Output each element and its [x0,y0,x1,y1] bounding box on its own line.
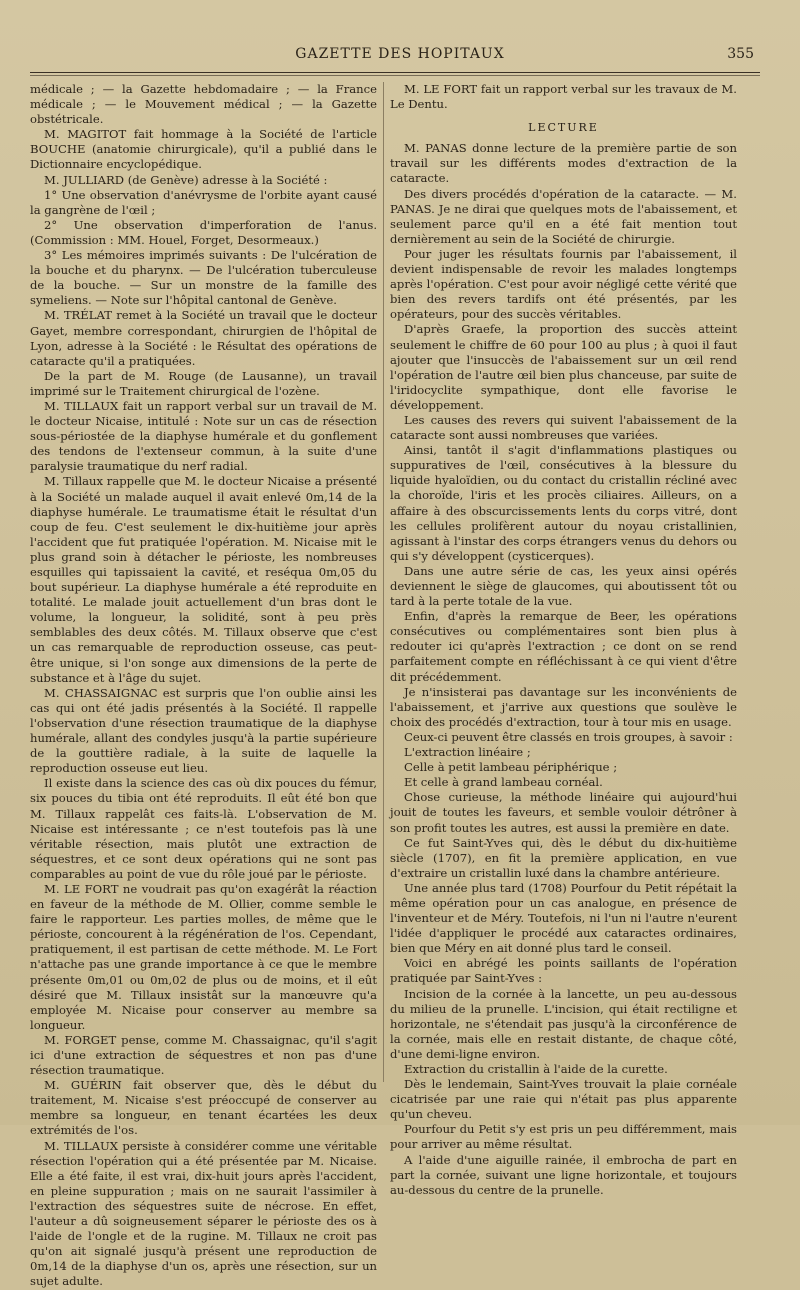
paragraph: A l'aide d'une aiguille rainée, il embrocha de part en part la cornée, suivant une ligne horizontale, et toujours au-dessous du centre de la prunelle. [390,1152,737,1197]
left-column [30,82,377,1290]
paragraph: M. TILLAUX fait un rapport verbal sur un travail de M. le docteur Nicaise, intitulé : Note sur un cas de résection sous-périostée de la diaphyse humérale et du gonflement des tendons de l'extenseur commun, à la suite d'une paralysie traumatique du nerf radial. [30,398,377,474]
paragraph: M. CHASSAIGNAC est surpris que l'on oublie ainsi les cas qui ont été jadis présentés à la Société. Il rappelle l'observation d'une résection traumatique de la diaphyse humérale, allant des condyles jusqu'à la partie supérieure de la gouttière radiale, à la suite de laquelle la reproduction osseuse eut lieu. [30,685,377,776]
paragraph: Enfin, d'après la remarque de Beer, les opérations consécutives ou complémentaires sont bien plus à redouter ici qu'après l'extraction ; ce dont on se rend parfaitement compte en réfléchissant à ce qui vient d'être dit précédemment. [390,609,737,684]
page-number: 355 [727,46,754,62]
page-header [40,38,760,72]
paragraph: M. TRÉLAT remet à la Société un travail que le docteur Gayet, membre correspondant, chirurgien de l'hôpital de Lyon, adresse à la Société : le Résultat des opérations de cataracte qu'il a pratiquées. [30,308,377,368]
paragraph: Extraction du cristallin à l'aide de la curette. [404,1062,668,1076]
paragraph: Pourfour du Petit s'y est pris un peu différemment, mais pour arriver au même résultat. [390,1122,737,1152]
paragraph: Une année plus tard (1708) Pourfour du Petit répétait la même opération pour un cas analogue, en présence de l'inventeur et de Méry. Toutefois, ni l'un ni l'autre n'eurent l'idée d'appliquer le procédé aux cataractes ordinaires, bien que Méry en ait donné plus tard le conseil. [390,880,737,956]
list-item: Et celle à grand lambeau cornéal. [404,775,603,790]
paragraph: Ce fut Saint-Yves qui, dès le début du dix-huitième siècle (1707), en fit la première application, en vue d'extraire un cristallin luxé dans la chambre antérieure. [390,835,737,880]
paragraph: 3° Les mémoires imprimés suivants : De l'ulcération de la bouche et du pharynx. — De l'ulcération tuberculeuse de la bouche. — Sur un monstre de la famille des symeliens. — Note sur l'hôpital cantonal de Genève. [30,248,377,308]
paragraph: Voici en abrégé les points saillants de l'opération pratiquée par Saint-Yves : [390,956,737,986]
section-heading: LECTURE [528,121,599,135]
paragraph: Les causes des revers qui suivent l'abaissement de la cataracte sont aussi nombreuses que variées. [390,412,737,443]
paragraph: M. LE FORT ne voudrait pas qu'on exagérât la réaction en faveur de la méthode de M. Ollier, comme semble le faire le rapporteur. Les parties molles, de même que le périoste, concourent à la régénération de l'os. Cependant, pratiquement, il est partisan de cette méthode. M. Le Fort n'attache pas une grande importance à ce que le membre présente 0m,01 ou 0m,02 de plus ou de moins, et il eût désiré que M. Tillaux insistât sur la manœuvre qu'a employée M. Nicaise pour conserver au membre sa longueur. [30,881,377,1032]
paragraph: D'après Graefe, la proportion des succès atteint seulement le chiffre de 60 pour 100 au plus ; à quoi il faut ajouter que l'insuccès de l'abaissement sur un œil rend l'opération de l'autre œil bien plus chanceuse, par suite de l'iridocyclite sympathique, dont elle favorise le développement. [390,322,737,412]
paragraph: M. Tillaux rappelle que M. le docteur Nicaise a présenté à la Société un malade auquel il avait enlevé 0m,14 de la diaphyse humérale. Le traumatisme était le résultat d'un coup de feu. C'est seulement le dix-huitième jour après l'accident que fut pratiquée l'opération. M. Nicaise mit le plus grand soin à détacher le périoste, les nombreuses esquilles qui tapissaient la cavité, et reséqua 0m,05 du bout supérieur. La diaphyse humérale a été reproduite en totalité. Le malade jouit actuellement d'un bras dont le volume, la longueur, la solidité, sont à peu près semblables des deux côtés. M. Tillaux observe que c'est un cas remarquable de reproduction osseuse, cas peut-être unique, si l'on songe aux dimensions de la perte de substance et à l'âge du sujet. [30,474,377,685]
paragraph: M. GUÉRIN fait observer que, dès le début du traitement, M. Nicaise s'est préoccupé de conserver au membre sa longueur, en tenant écartées les deux extrémités de l'os. [30,1078,377,1138]
paragraph: Ceux-ci peuvent être classés en trois groupes, à savoir : [404,729,733,744]
paragraph: M. FORGET pense, comme M. Chassaignac, qu'il s'agit ici d'une extraction de séquestres et non pas d'une résection traumatique. [30,1032,377,1078]
header-rule [30,72,760,73]
paragraph: 2° Une observation d'imperforation de l'anus. (Commission : MM. Houel, Forget, Desormeaux.) [30,217,377,247]
paragraph: Je n'insisterai pas davantage sur les inconvénients de l'abaissement, et j'arrive aux questions que soulève le choix des procédés d'extraction, tour à tour mis en usage. [390,684,737,729]
paragraph: médicale ; — la Gazette hebdomadaire ; — la France médicale ; — le Mouvement médical ; — la Gazette obstétricale. [30,82,377,127]
list-item: L'extraction linéaire ; [404,745,531,760]
column-divider [383,82,384,1082]
paragraph: De la part de M. Rouge (de Lausanne), un travail imprimé sur le Traitement chirurgical de l'ozène. [30,368,377,398]
paragraph: Dans une autre série de cas, les yeux ainsi opérés deviennent le siège de glaucomes, qui aboutissent tôt ou tard à la perte totale de la vue. [390,563,737,609]
paragraph: Il existe dans la science des cas où dix pouces du fémur, six pouces du tibia ont été reproduits. Il eût été bon que M. Tillaux rappelât ces faits-là. L'observation de M. Nicaise est intéressante ; ce n'est toutefois pas là une véritable résection, mais plutôt une extraction de séquestres, et ce sont deux opérations qui ne sont pas comparables au point de vue du rôle joué par le périoste. [30,776,377,881]
paragraph: M. PANAS donne lecture de la première partie de son travail sur les différents modes d'extraction de la cataracte. [390,141,737,186]
paragraph: Incision de la cornée à la lancette, un peu au-dessous du milieu de la prunelle. L'incision, qui était rectiligne et horizontale, ne s'étendait pas jusqu'à la circonférence de la cornée, mais elle en restait distante, de chaque côté, d'une demi-ligne environ. [390,986,737,1061]
running-title: GAZETTE DES HOPITAUX [295,46,505,62]
paragraph: Pour juger les résultats fournis par l'abaissement, il devient indispensable de revoir les malades longtemps après l'opération. C'est pour avoir négligé cette vérité que bien des revers tardifs ont été présentés, par les opérateurs, pour des succès véritables. [390,246,737,322]
paragraph: M. MAGITOT fait hommage à la Société de l'article BOUCHE (anatomie chirurgicale), qu'il a publié dans le Dictionnaire encyclopédique. [30,127,377,172]
header-rule-thin [30,75,760,76]
paragraph: M. LE FORT fait un rapport verbal sur les travaux de M. Le Dentu. [390,82,737,112]
paragraph: M. TILLAUX persiste à considérer comme une véritable résection l'opération qui a été présentée par M. Nicaise. Elle a été faite, il est vrai, dix-huit jours après l'accident, en pleine suppuration ; mais on ne saurait l'assimiler à l'extraction des séquestres suite de nécrose. En effet, l'auteur a dû soigneusement séparer le périoste des os à l'aide de l'ongle et de la rugine. M. Tillaux ne croit pas qu'on ait signalé jusqu'à présent une reproduction de 0m,14 de la diaphyse d'un os, après une résection, sur un sujet adulte. [30,1138,377,1289]
paragraph: Ainsi, tantôt il s'agit d'inflammations plastiques ou suppuratives de l'œil, consécutives à la blessure du liquide hyaloïdien, ou du contact du cristallin récliné avec la choroïde, l'iris et les procès ciliaires. Ailleurs, on a affaire à des obscurcissements lents du corps vitré, dont les cellules prolifèrent autour du noyau cristallinien, agissant à l'instar des corps étrangers venus du dehors ou qui s'y développent (cysticerques). [390,443,737,563]
paragraph: 1° Une observation d'anévrysme de l'orbite ayant causé la gangrène de l'œil ; [30,187,377,217]
paragraph: Dès le lendemain, Saint-Yves trouvait la plaie cornéale cicatrisée par une raie qui n'était pas plus apparente qu'un cheveu. [390,1077,737,1122]
paragraph: M. JULLIARD (de Genève) adresse à la Société : [44,172,328,187]
list-item: Celle à petit lambeau périphérique ; [404,760,618,775]
paragraph: Des divers procédés d'opération de la cataracte. — M. PANAS. Je ne dirai que quelques mots de l'abaissement, et seulement parce qu'il en a été fait mention tout dernièrement au sein de la Société de chirurgie. [390,186,737,246]
right-column [390,82,737,1198]
paragraph: Chose curieuse, la méthode linéaire qui aujourd'hui jouit de toutes les faveurs, et semble vouloir détrôner à son profit toutes les autres, est aussi la première en date. [390,790,737,835]
